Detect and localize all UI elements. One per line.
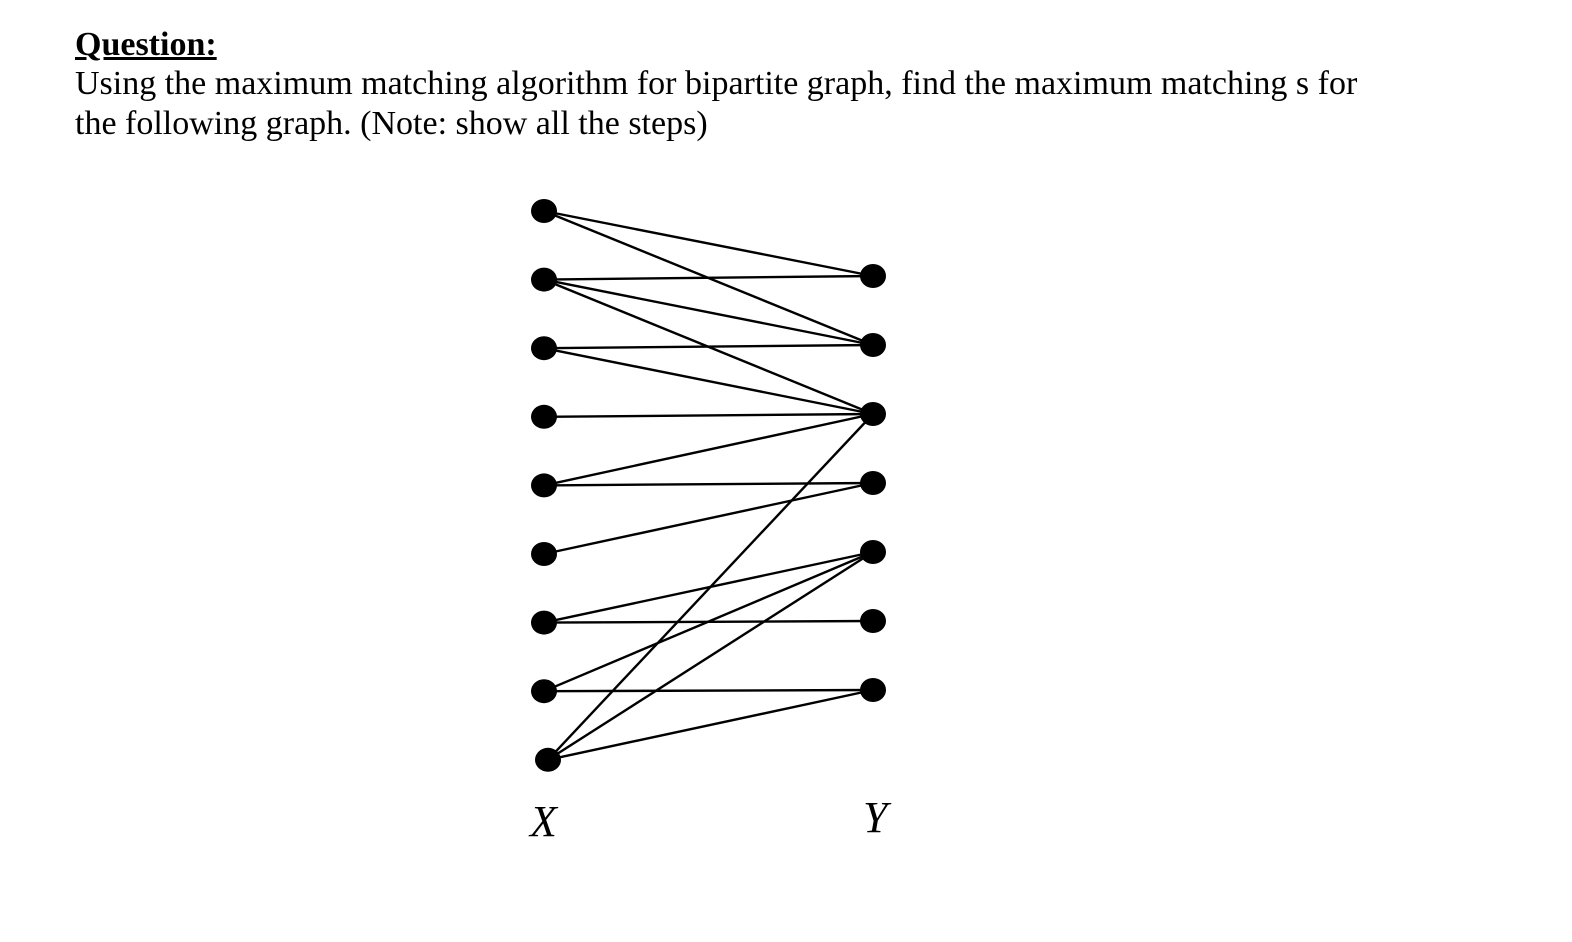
edge-x8-y7 [544,690,873,691]
edge-x9-y7 [548,690,873,760]
edge-x4-y3 [544,414,873,417]
edge-x2-y2 [544,280,873,345]
edge-x6-y4 [544,483,873,554]
vertex-y5 [860,540,886,564]
edge-x5-y4 [544,483,873,485]
left-set-label: X [530,797,557,846]
edge-x9-y3 [548,414,873,760]
edge-x2-y1 [544,276,873,280]
edge-x8-y5 [544,552,873,691]
edge-x3-y2 [544,345,873,348]
vertex-x9 [535,748,561,772]
vertex-y1 [860,264,886,288]
graph-edges [544,211,873,760]
question-heading: Question: [75,26,217,63]
right-set-label: Y [863,793,888,842]
vertex-y3 [860,402,886,426]
vertex-x1 [531,199,557,223]
vertex-x6 [531,542,557,566]
edge-x9-y5 [548,552,873,760]
edge-x1-y2 [544,211,873,345]
edge-x5-y3 [544,414,873,485]
vertex-y4 [860,471,886,495]
vertex-x8 [531,679,557,703]
edge-x1-y1 [544,211,873,276]
question-text-line-1: Using the maximum matching algorithm for bipartite graph, find the maximum matching s for [75,65,1358,102]
question-text-line-2: the following graph. (Note: show all the steps) [75,105,708,142]
vertex-x3 [531,336,557,360]
edge-x7-y6 [544,621,873,623]
graph-vertices [531,199,886,772]
vertex-x7 [531,611,557,635]
vertex-y2 [860,333,886,357]
vertex-y7 [860,678,886,702]
question-block [75,26,1535,144]
edge-x2-y3 [544,280,873,414]
edge-x3-y3 [544,348,873,414]
vertex-x2 [531,268,557,292]
vertex-x4 [531,405,557,429]
vertex-y6 [860,609,886,633]
vertex-x5 [531,473,557,497]
edge-x7-y5 [544,552,873,623]
